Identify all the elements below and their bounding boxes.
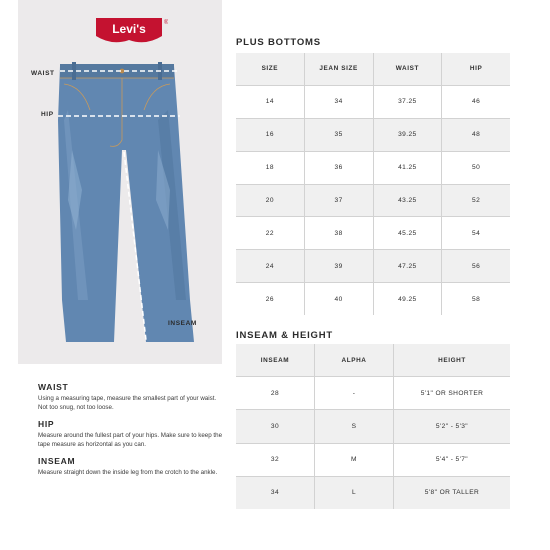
table-cell: 47.25	[374, 250, 442, 282]
plus-bottoms-table	[236, 53, 510, 315]
table-cell: 43.25	[374, 185, 442, 217]
svg-text:Levi's: Levi's	[112, 22, 146, 36]
header-height: HEIGHT	[394, 344, 510, 376]
header-waist: WAIST	[374, 53, 442, 85]
guide-hip-text: Measure around the fullest part of your hips. Make sure to keep the tape measure as horizontal as you can.	[38, 432, 223, 448]
table-cell: 22	[236, 217, 304, 249]
table-cell: 36	[305, 152, 373, 184]
table-cell: 32	[236, 444, 314, 476]
table-cell: 56	[442, 250, 510, 282]
guide-hip-title: HIP	[38, 419, 55, 429]
measurement-guide	[38, 382, 224, 484]
table-cell: 38	[305, 217, 373, 249]
header-jean-size: JEAN SIZE	[305, 53, 373, 85]
table-cell: 30	[236, 410, 314, 442]
levis-logo	[90, 16, 168, 46]
table-cell: 37	[305, 185, 373, 217]
table-cell: 34	[305, 86, 373, 118]
table-cell: 45.25	[374, 217, 442, 249]
jeans-diagram	[18, 0, 222, 364]
inseam-height-table	[236, 344, 510, 509]
header-alpha: ALPHA	[315, 344, 393, 376]
table-cell: L	[315, 477, 393, 509]
table-cell: 28	[236, 377, 314, 409]
table-cell: 46	[442, 86, 510, 118]
table-cell: 35	[305, 119, 373, 151]
table-cell: 14	[236, 86, 304, 118]
table-cell: M	[315, 444, 393, 476]
inseam-label: INSEAM	[168, 320, 197, 327]
table-cell: -	[315, 377, 393, 409]
table-cell: 5'2" - 5'3"	[394, 410, 510, 442]
header-inseam: INSEAM	[236, 344, 314, 376]
guide-waist-title: WAIST	[38, 382, 69, 392]
table-cell: 37.25	[374, 86, 442, 118]
table-cell: 5'8" OR TALLER	[394, 477, 510, 509]
table-cell: 39	[305, 250, 373, 282]
table-cell: S	[315, 410, 393, 442]
header-hip: HIP	[442, 53, 510, 85]
waist-label: WAIST	[31, 70, 55, 77]
table-cell: 41.25	[374, 152, 442, 184]
inseam-height-title: INSEAM & HEIGHT	[236, 330, 333, 341]
table-cell: 24	[236, 250, 304, 282]
table-cell: 52	[442, 185, 510, 217]
hip-label: HIP	[41, 111, 54, 118]
guide-hip	[38, 419, 224, 449]
table-cell: 58	[442, 283, 510, 315]
plus-bottoms-title: PLUS BOTTOMS	[236, 37, 321, 48]
table-cell: 20	[236, 185, 304, 217]
table-cell: 5'4" - 5'7"	[394, 444, 510, 476]
table-cell: 39.25	[374, 119, 442, 151]
header-size: SIZE	[236, 53, 304, 85]
table-cell: 16	[236, 119, 304, 151]
product-diagram-panel	[18, 0, 222, 364]
guide-waist	[38, 382, 224, 412]
guide-inseam	[38, 456, 224, 477]
table-cell: 50	[442, 152, 510, 184]
table-cell: 40	[305, 283, 373, 315]
svg-text:®: ®	[164, 20, 168, 26]
table-cell: 48	[442, 119, 510, 151]
table-cell: 54	[442, 217, 510, 249]
table-cell: 26	[236, 283, 304, 315]
guide-inseam-title: INSEAM	[38, 456, 76, 466]
table-cell: 49.25	[374, 283, 442, 315]
guide-inseam-text: Measure straight down the inside leg from the crotch to the ankle.	[38, 469, 218, 476]
table-cell: 18	[236, 152, 304, 184]
guide-waist-text: Using a measuring tape, measure the smallest part of your waist. Not too snug, not too loose.	[38, 395, 217, 411]
table-cell: 5'1" OR SHORTER	[394, 377, 510, 409]
table-cell: 34	[236, 477, 314, 509]
